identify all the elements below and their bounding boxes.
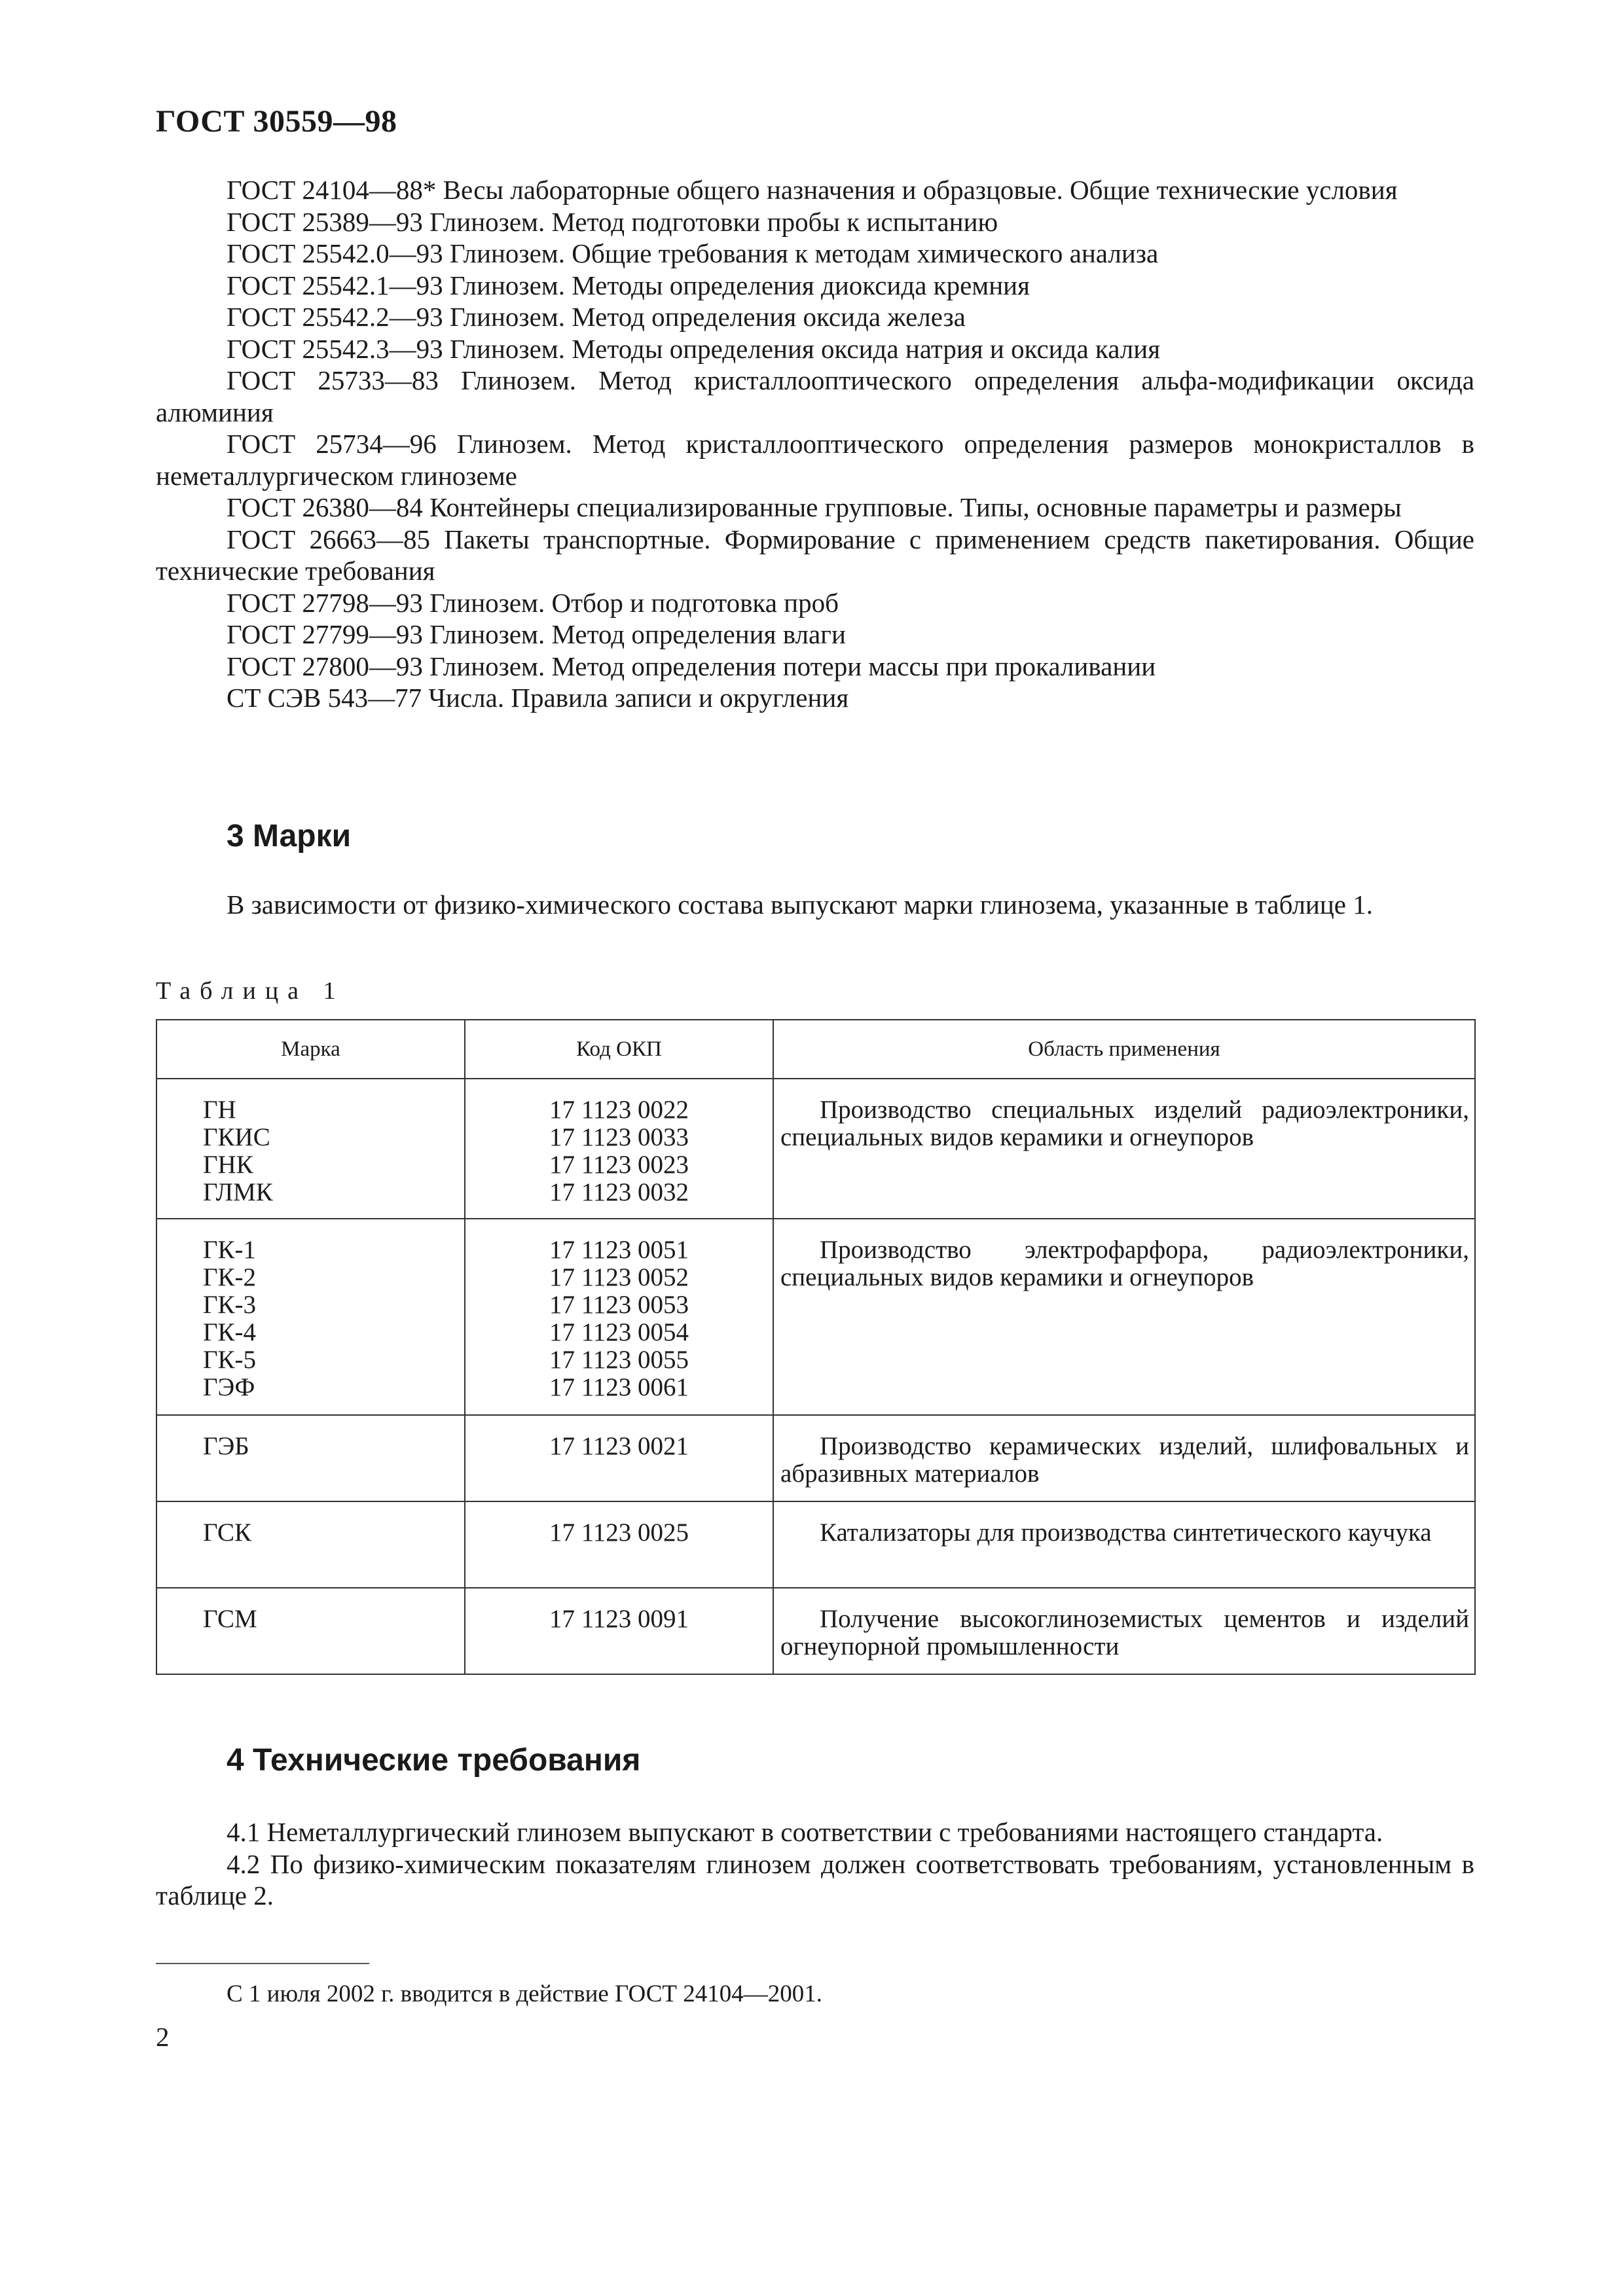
table-1-caption: Таблица 1 bbox=[156, 977, 345, 1005]
code-value: 17 1123 0052 bbox=[549, 1263, 689, 1291]
code-cell bbox=[465, 1501, 773, 1588]
area-cell: Производство специальных изделий радиоэлектроники, специальных видов керамики и огнеупоров bbox=[773, 1079, 1475, 1219]
table-row bbox=[156, 1501, 1475, 1588]
column-header-mark: Марка bbox=[156, 1020, 465, 1079]
code-value: 17 1123 0025 bbox=[549, 1518, 689, 1547]
mark-value: ГН bbox=[203, 1096, 236, 1124]
code-value: 17 1123 0054 bbox=[549, 1318, 689, 1346]
section-3-title: 3 Марки bbox=[227, 819, 352, 853]
mark-value: ГЭФ bbox=[203, 1373, 255, 1401]
reference-item: ГОСТ 25542.2—93 Глинозем. Метод определения оксида железа bbox=[227, 302, 966, 332]
mark-value: ГЛМК bbox=[203, 1178, 273, 1206]
table-row bbox=[156, 1219, 1475, 1415]
code-cell bbox=[465, 1079, 773, 1219]
footnote: С 1 июля 2002 г. вводится в действие ГОСТ 24104—2001. bbox=[227, 1981, 822, 2007]
mark-cell bbox=[156, 1501, 465, 1588]
column-header-area: Область применения bbox=[773, 1020, 1475, 1079]
grades-table bbox=[156, 1019, 1476, 1675]
reference-item: ГОСТ 25389—93 Глинозем. Метод подготовки пробы к испытанию bbox=[227, 206, 998, 237]
code-value: 17 1123 0091 bbox=[549, 1605, 689, 1633]
section-4-title: 4 Технические требования bbox=[227, 1743, 641, 1778]
code-value: 17 1123 0022 bbox=[549, 1096, 689, 1124]
document-header: ГОСТ 30559—98 bbox=[156, 104, 397, 139]
reference-item: ГОСТ 25542.1—93 Глинозем. Методы определения диоксида кремния bbox=[227, 270, 1030, 300]
table-header-row bbox=[156, 1020, 1475, 1079]
reference-item: ГОСТ 25733—83 Глинозем. Метод кристаллооптического определения альфа-модификации оксида алюминия bbox=[156, 365, 1474, 427]
area-cell: Получение высокоглиноземистых цементов и изделий огнеупорной промышленности bbox=[773, 1588, 1475, 1674]
code-value: 17 1123 0033 bbox=[549, 1123, 689, 1151]
mark-value: ГСМ bbox=[203, 1605, 257, 1633]
code-cell bbox=[465, 1588, 773, 1674]
code-value: 17 1123 0021 bbox=[549, 1432, 689, 1460]
mark-value: ГСК bbox=[203, 1518, 252, 1547]
section-3-paragraph: В зависимости от физико-химического состава выпускают марки глинозема, указанные в таблице 1. bbox=[227, 889, 1373, 920]
code-value: 17 1123 0053 bbox=[549, 1291, 689, 1319]
mark-value: ГК-1 bbox=[203, 1236, 257, 1264]
area-cell: Производство керамических изделий, шлифовальных и абразивных материалов bbox=[773, 1415, 1475, 1501]
mark-value: ГЭБ bbox=[203, 1432, 249, 1460]
code-value: 17 1123 0061 bbox=[549, 1373, 689, 1401]
reference-item: СТ СЭВ 543—77 Числа. Правила записи и округления bbox=[227, 683, 849, 713]
section-4-paragraph-2: 4.2 По физико-химическим показателям глинозем должен соответствовать требованиям, установленным в таблице 2. bbox=[156, 1848, 1474, 1910]
reference-item: ГОСТ 25734—96 Глинозем. Метод кристаллооптического определения размеров монокристаллов в неметаллургическом глиноземе bbox=[156, 429, 1474, 491]
reference-item: ГОСТ 27799—93 Глинозем. Метод определения влаги bbox=[227, 619, 846, 649]
table-row bbox=[156, 1415, 1475, 1501]
code-value: 17 1123 0051 bbox=[549, 1236, 689, 1264]
mark-value: ГК-4 bbox=[203, 1318, 257, 1346]
footnote-divider bbox=[156, 1963, 369, 1964]
area-cell: Катализаторы для производства синтетического каучука bbox=[773, 1501, 1475, 1588]
reference-item: ГОСТ 26663—85 Пакеты транспортные. Формирование с применением средств пакетирования. Общие технические требования bbox=[156, 524, 1474, 586]
column-header-code: Код ОКП bbox=[465, 1020, 773, 1079]
reference-item: ГОСТ 25542.0—93 Глинозем. Общие требования к методам химического анализа bbox=[227, 238, 1159, 268]
normative-references-list bbox=[156, 174, 1474, 714]
mark-value: ГКИС bbox=[203, 1123, 270, 1151]
area-cell: Производство электрофарфора, радиоэлектроники, специальных видов керамики и огнеупоров bbox=[773, 1219, 1475, 1415]
mark-cell bbox=[156, 1588, 465, 1674]
mark-cell bbox=[156, 1219, 465, 1415]
table-row bbox=[156, 1079, 1475, 1219]
reference-item: ГОСТ 25542.3—93 Глинозем. Методы определения оксида натрия и оксида калия bbox=[227, 333, 1161, 364]
reference-item: ГОСТ 26380—84 Контейнеры специализированные групповые. Типы, основные параметры и размеры bbox=[227, 492, 1402, 522]
code-cell bbox=[465, 1415, 773, 1501]
code-cell bbox=[465, 1219, 773, 1415]
mark-value: ГК-2 bbox=[203, 1263, 257, 1291]
section-4-body bbox=[156, 1816, 1474, 1912]
table-row bbox=[156, 1588, 1475, 1674]
mark-value: ГК-3 bbox=[203, 1291, 257, 1319]
reference-item: ГОСТ 27800—93 Глинозем. Метод определения потери массы при прокаливании bbox=[227, 651, 1156, 681]
code-value: 17 1123 0023 bbox=[549, 1151, 689, 1179]
page-number: 2 bbox=[156, 2022, 170, 2052]
mark-value: ГК-5 bbox=[203, 1346, 257, 1374]
reference-item: ГОСТ 24104—88* Весы лабораторные общего назначения и образцовые. Общие технические условия bbox=[227, 175, 1398, 205]
mark-cell bbox=[156, 1079, 465, 1219]
section-3-body bbox=[156, 889, 1474, 921]
code-value: 17 1123 0032 bbox=[549, 1178, 689, 1206]
code-value: 17 1123 0055 bbox=[549, 1346, 689, 1374]
reference-item: ГОСТ 27798—93 Глинозем. Отбор и подготовка проб bbox=[227, 587, 839, 618]
section-4-paragraph-1: 4.1 Неметаллургический глинозем выпускают в соответствии с требованиями настоящего стандарта. bbox=[227, 1817, 1383, 1847]
mark-value: ГНК bbox=[203, 1151, 253, 1179]
mark-cell bbox=[156, 1415, 465, 1501]
